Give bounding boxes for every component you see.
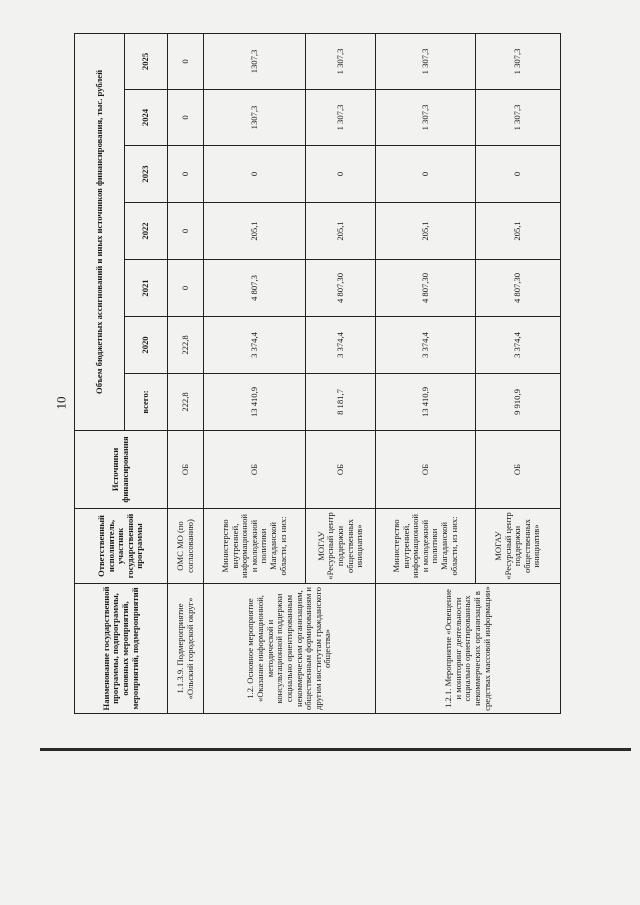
header-year-2022: 2022 [124, 203, 167, 260]
cell-total: 222,8 [167, 374, 203, 431]
cell-2025: 1307,3 [204, 33, 306, 89]
row-executor: МОГАУ «Ресурсный центр поддержки общественных инициатив» [306, 509, 376, 584]
cell-2023: 0 [376, 146, 476, 203]
cell-2025: 1 307,3 [376, 33, 476, 89]
cell-2024: 1307,3 [204, 90, 306, 146]
cell-2021: 0 [167, 260, 203, 317]
header-year-2020: 2020 [124, 317, 167, 374]
cell-2021: 4 807,30 [306, 260, 376, 317]
header-year-2024: 2024 [124, 90, 167, 146]
header-year-2021: 2021 [124, 260, 167, 317]
header-volume: Объем бюджетных ассигнований и иных источников финансирования, тыс. рублей [75, 33, 125, 430]
header-name: Наименование государственной программы, подпрограммы, основных мероприятий, мероприятий, подмероприятий [75, 584, 168, 714]
cell-2022: 205,1 [476, 203, 561, 260]
cell-2022: 205,1 [306, 203, 376, 260]
cell-2020: 222,8 [167, 317, 203, 374]
cell-2021: 4 807,3 [204, 260, 306, 317]
cell-2024: 0 [167, 90, 203, 146]
financing-table [74, 33, 561, 714]
cell-2020: 3 374,4 [376, 317, 476, 374]
table-row [376, 33, 476, 713]
row-source: ОБ [476, 431, 561, 509]
cell-total: 13 410,9 [204, 374, 306, 431]
cell-2024: 1 307,3 [376, 90, 476, 146]
cell-2020: 3 374,4 [204, 317, 306, 374]
cell-2022: 205,1 [204, 203, 306, 260]
cell-2020: 3 374,4 [476, 317, 561, 374]
cell-total: 13 410,9 [376, 374, 476, 431]
cell-2025: 1 307,3 [476, 33, 561, 89]
table-row [167, 33, 203, 713]
cell-2024: 1 307,3 [476, 90, 561, 146]
cell-2022: 0 [167, 203, 203, 260]
cell-2023: 0 [167, 146, 203, 203]
row-name: 1.2. Основное мероприятие «Оказание информационной, методической и консультационной поддержки социально ориентированным некоммерческим организациям, общественным формированиям и другим институтам гражданского общества» [204, 584, 376, 714]
header-year-2023: 2023 [124, 146, 167, 203]
row-executor: ОМС МО (по согласованию) [167, 509, 203, 584]
cell-2022: 205,1 [376, 203, 476, 260]
table-row [204, 33, 306, 713]
cell-2025: 0 [167, 33, 203, 89]
financing-table-rotated [74, 34, 561, 714]
header-year-total: всего: [124, 374, 167, 431]
cell-2025: 1 307,3 [306, 33, 376, 89]
cell-2021: 4 807,30 [476, 260, 561, 317]
row-executor: МОГАУ «Ресурсный центр поддержки общественных инициатив» [476, 509, 561, 584]
scan-edge-rule [40, 748, 631, 751]
row-name: 1.2.1. Мероприятие «Освещение и мониторинг деятельности социально ориентированных некоммерческих организаций в средствах массовой информации» [376, 584, 561, 714]
row-executor: Министерство внутренней, информационной и молодежной политики Магаданской области, из них: [376, 509, 476, 584]
header-year-2025: 2025 [124, 33, 167, 89]
cell-2021: 4 807,30 [376, 260, 476, 317]
row-source: ОБ [306, 431, 376, 509]
cell-total: 9 910,9 [476, 374, 561, 431]
header-source: Источники финансирования [75, 431, 168, 509]
row-source: ОБ [167, 431, 203, 509]
row-name: 1.1.3.9. Подмероприятие «Ольский городской округ» [167, 584, 203, 714]
cell-total: 8 181,7 [306, 374, 376, 431]
cell-2023: 0 [204, 146, 306, 203]
cell-2023: 0 [476, 146, 561, 203]
cell-2023: 0 [306, 146, 376, 203]
row-executor: Министерство внутренней, информационной и молодежной политики Магаданской области, из них: [204, 509, 306, 584]
row-source: ОБ [204, 431, 306, 509]
cell-2024: 1 307,3 [306, 90, 376, 146]
row-source: ОБ [376, 431, 476, 509]
cell-2020: 3 374,4 [306, 317, 376, 374]
header-executor: Ответственный исполнитель, участник государственной программы [75, 509, 168, 584]
page-number: 10 [53, 396, 69, 410]
